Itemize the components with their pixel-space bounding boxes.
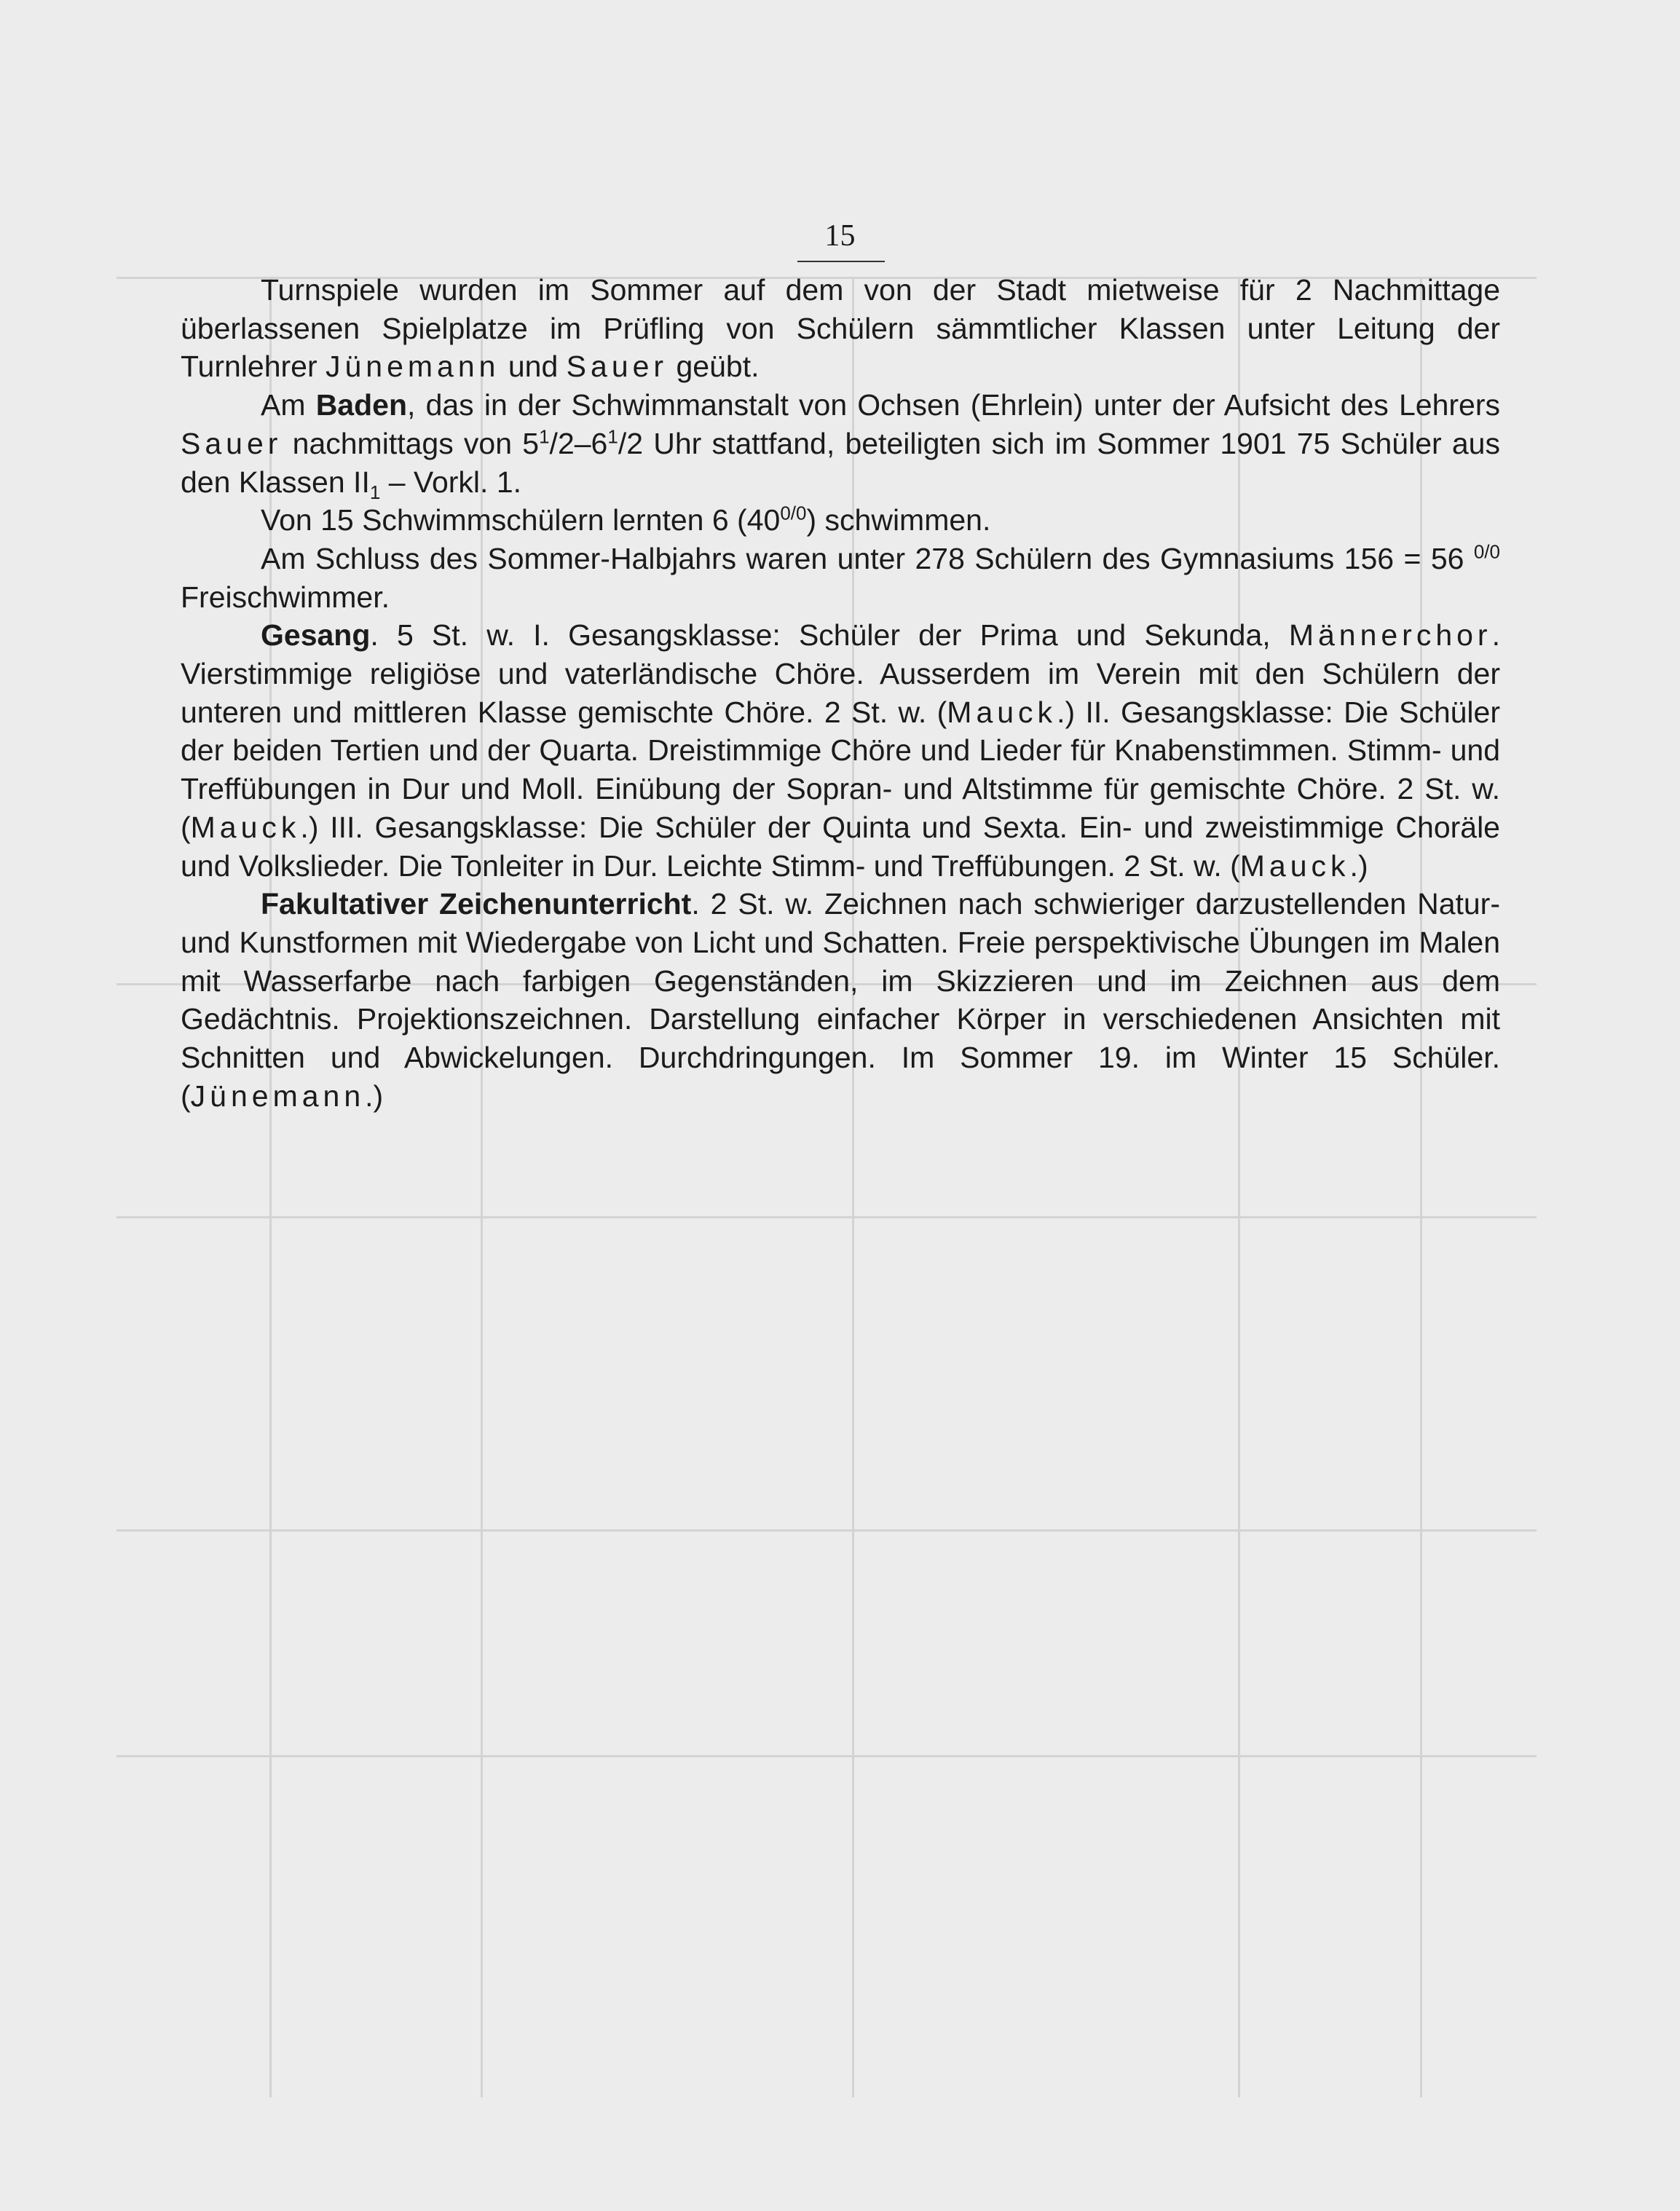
paragraph-turnspiele: Turnspiele wurden im Sommer auf dem von der Stadt mietweise für 2 Nachmittage überlassenen Spielplatze im Prüfling von Schülern sämmtlicher Klassen unter Leitung der Turnlehrer Jünemann und Sauer geübt. xyxy=(181,273,1500,384)
paragraph-schwimmschueler: Von 15 Schwimmschülern lernten 6 $(40^{0/0})$ schwimmen. xyxy=(261,502,991,537)
section-lead: Gesang xyxy=(261,618,371,653)
page-number: 15 xyxy=(824,219,856,253)
paragraph-zeichenunterricht: Fakultativer Zeichenunterricht. 2 St. w. Zeichnen nach schwieriger darzustellenden Natur- und Kunstformen mit Wiedergabe von Licht und Schatten. Freie perspektivische Übungen im Malen mit Wasserfarbe nach farbigen Gegenständen, im Skizzieren und im Zeichnen aus dem Gedächtnis. Projektionszeichnen. Darstellung einfacher Körper in verschiedenen Ansichten mit Schnitten und Abwickelungen. Durchdringungen. Im Sommer 19. im Winter 15 Schüler. (Jünemann.) xyxy=(181,887,1500,1113)
person-name: Jünemann xyxy=(326,350,500,384)
body-text xyxy=(181,271,1500,1115)
person-name: Sauer xyxy=(566,350,669,384)
emphasis-text: Männerchor xyxy=(1288,618,1492,653)
person-name: Mauck xyxy=(1239,848,1350,883)
section-lead: Baden xyxy=(315,388,407,422)
person-name: Jünemann xyxy=(190,1079,366,1113)
person-name: Sauer xyxy=(181,426,283,460)
paragraph-baden: Am Baden, das in der Schwimmanstalt von Ochsen (Ehrlein) unter der Aufsicht des Lehrers Sauer nachmittags von $5^1/2-6^1/2$ Uhr stattfand, beteiligten sich im Sommer 1901 75 Schüler aus den Klassen $II_1$ – Vorkl. 1. xyxy=(181,388,1500,503)
section-lead: Fakultativer Zeichenunterricht xyxy=(261,887,692,921)
paragraph-freischwimmer: Am Schluss des Sommer-Halbjahrs waren unter 278 Schülern des Gymnasiums 156 = 56 $^{0/0}$ Freischwimmer. xyxy=(181,540,1500,614)
paragraph-gesang: Gesang. 5 St. w. I. Gesangsklasse: Schüler der Prima und Sekunda, Männerchor. Vierstimmige religiöse und vaterländische Chöre. Ausserdem im Verein mit den Schülern der unteren und mittleren Klasse gemischte Chöre. 2 St. w. (Mauck.) II. Gesangsklasse: Die Schüler der beiden Tertien und der Quarta. Dreistimmige Chöre und Lieder für Knabenstimmen. Stimm- und Treffübungen in Dur und Moll. Einübung der Sopran- und Altstimme für gemischte Chöre. 2 St. w. (Mauck.) III. Gesangsklasse: Die Schüler der Quinta und Sexta. Ein- und zweistimmige Choräle und Volkslieder. Die Tonleiter in Dur. Leichte Stimm- und Treffübungen. 2 St. w. (Mauck.) xyxy=(181,618,1500,883)
person-name: Mauck xyxy=(947,695,1057,729)
person-name: Mauck xyxy=(190,810,301,844)
page-number-rule xyxy=(797,261,885,262)
